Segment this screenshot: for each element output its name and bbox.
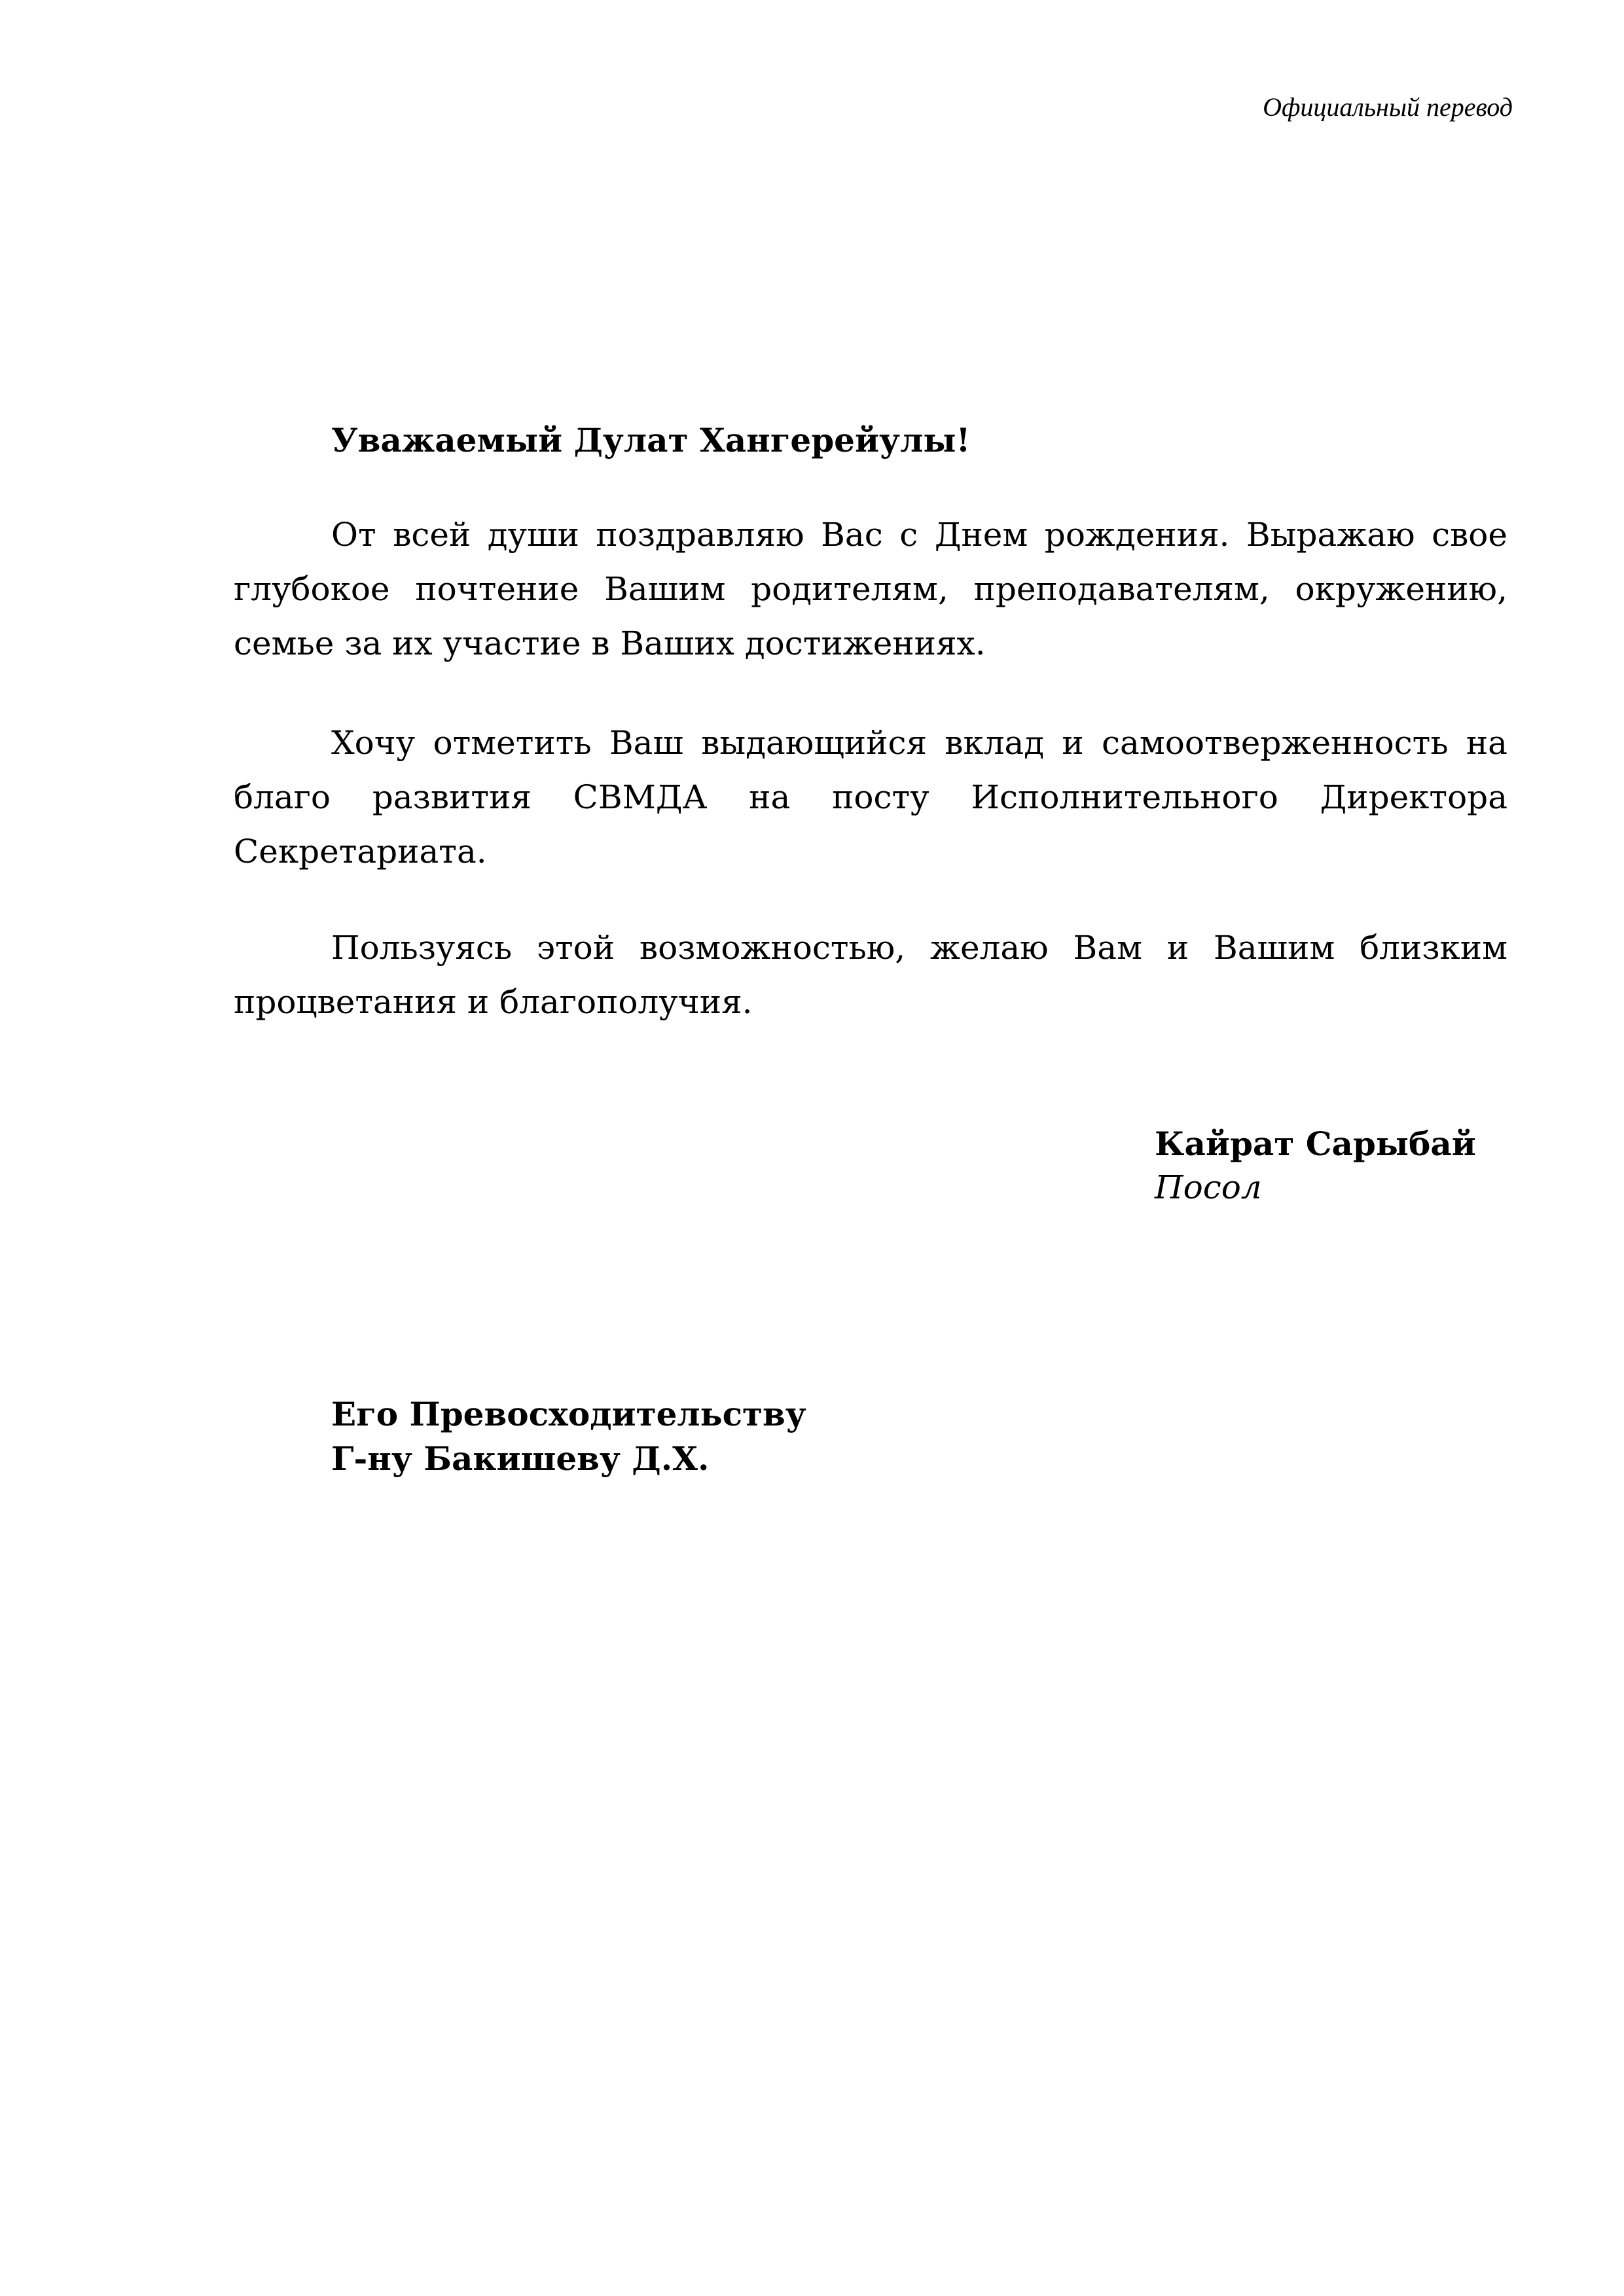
paragraph-wishes: Пользуясь этой возможностью, желаю Вам и Вашим близким процветания и благополучия. xyxy=(234,929,1507,1021)
signatory-title: Посол xyxy=(1155,1168,1262,1206)
official-translation-note: Официальный перевод xyxy=(1263,92,1513,122)
addressee-block xyxy=(331,1392,806,1481)
addressee-line-name: Г-ну Бакишеву Д.Х. xyxy=(331,1439,710,1478)
addressee-line-honorific: Его Превосходительству xyxy=(331,1395,806,1433)
paragraph-contribution: Хочу отметить Ваш выдающийся вклад и самоотверженность на благо развития СВМДА на посту Исполнительного Директора Секретариата. xyxy=(234,724,1507,870)
paragraph-congratulations: От всей души поздравляю Вас с Днем рождения. Выражаю свое глубокое почтение Вашим родителям, преподавателям, окружению, семье за их участие в Ваших достижениях. xyxy=(234,516,1507,662)
salutation: Уважаемый Дулат Хангерейулы! xyxy=(331,421,971,459)
signatory-name: Кайрат Сарыбай xyxy=(1155,1124,1476,1163)
